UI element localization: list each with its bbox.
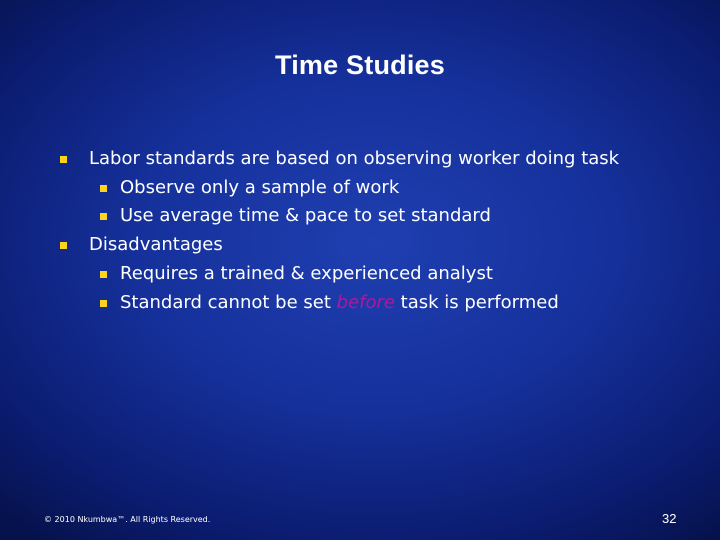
- square-bullet-icon: [60, 156, 67, 163]
- sub-bullet-item: [56, 289, 696, 318]
- sub-bullet-text-start: Standard cannot be set: [120, 291, 337, 313]
- square-bullet-icon: [100, 271, 107, 278]
- sub-bullet-text: Observe only a sample of work: [120, 176, 400, 198]
- sub-bullet-text: Use average time & pace to set standard: [120, 205, 491, 227]
- emphasized-word: before: [336, 291, 395, 313]
- sub-bullet-item: [56, 260, 696, 289]
- square-bullet-icon: [100, 300, 107, 307]
- page-number: 32: [662, 511, 677, 526]
- square-bullet-icon: [100, 185, 107, 192]
- slide-title: Time Studies: [275, 50, 445, 80]
- bullet-item: [56, 145, 696, 174]
- copyright-footer: © 2010 Nkumbwa™. All Rights Reserved.: [44, 515, 211, 524]
- sub-bullet-item: [56, 174, 696, 203]
- sub-bullet-text-end: task is performed: [394, 291, 559, 313]
- sub-bullet-item: [56, 202, 696, 231]
- sub-bullet-text: Requires a trained & experienced analyst: [120, 262, 493, 284]
- bullet-text: Labor standards are based on observing worker doing task: [89, 148, 620, 169]
- bullet-text: Disadvantages: [89, 234, 223, 256]
- square-bullet-icon: [100, 213, 107, 220]
- bullet-item: [56, 231, 696, 260]
- square-bullet-icon: [60, 242, 67, 249]
- slide-body: [56, 145, 696, 317]
